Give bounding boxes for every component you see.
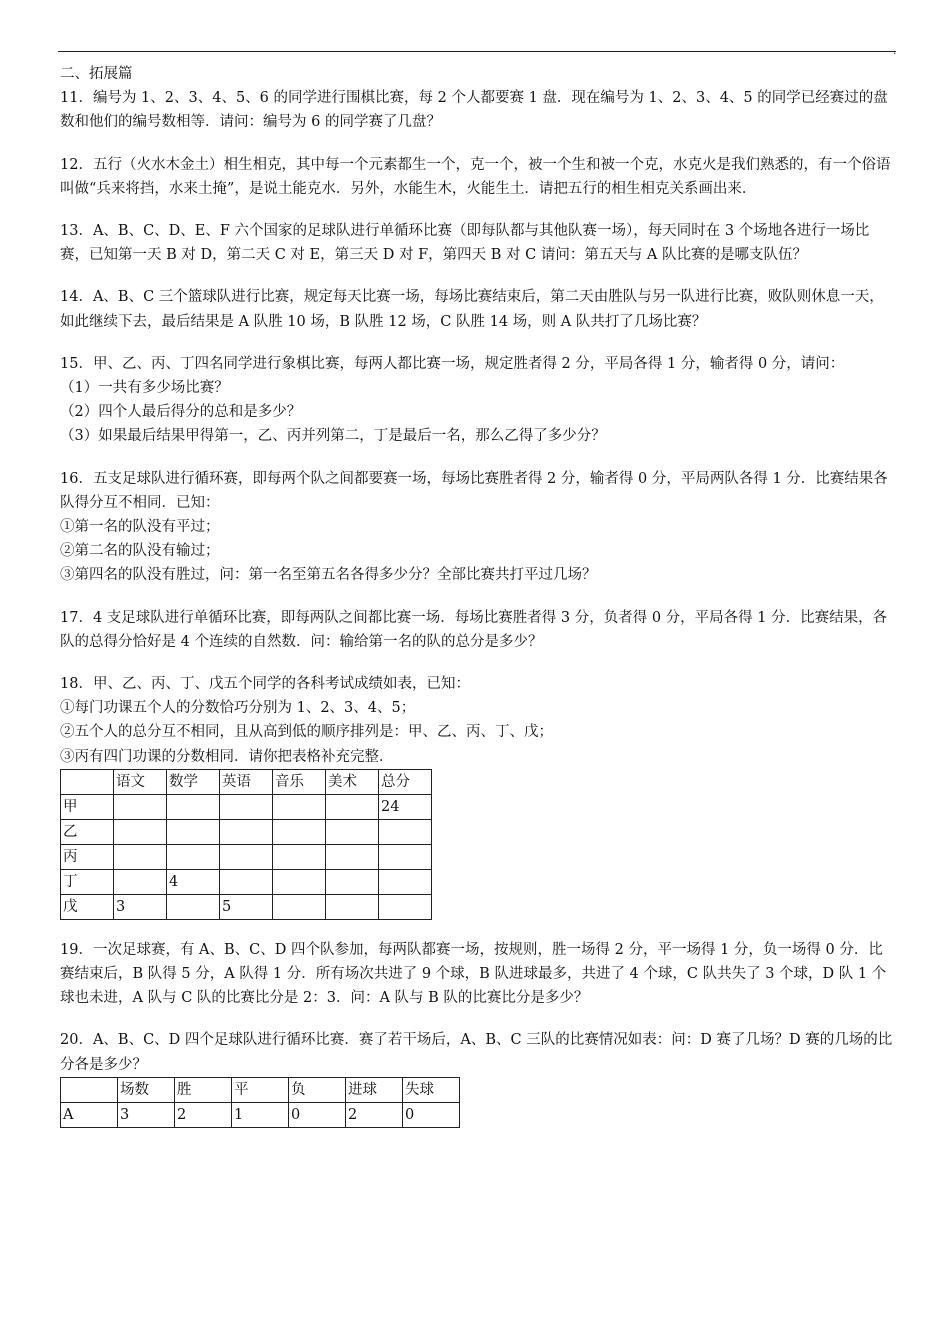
table-row	[61, 894, 432, 919]
worksheet	[60, 62, 896, 1128]
section-title: 二、拓展篇	[60, 66, 133, 82]
table-row	[61, 1102, 460, 1127]
table-cell	[379, 819, 432, 844]
problem-20	[60, 1028, 896, 1127]
problem-subquestion: （1）一共有多少场比赛？	[60, 380, 229, 397]
table-cell	[273, 819, 326, 844]
table-row	[61, 794, 432, 819]
table-cell	[167, 894, 220, 919]
problem-11	[60, 86, 896, 134]
table-cell: 胜	[175, 1077, 232, 1102]
table-cell	[379, 869, 432, 894]
problem-condition: ③丙有四门功课的分数相同．请你把表格补充完整．	[60, 748, 394, 765]
problem-condition: ②第二名的队没有输过；	[60, 543, 220, 560]
table-cell: 数学	[167, 769, 220, 794]
table-cell	[220, 844, 273, 869]
problem-line: 14．A、B、C 三个篮球队进行比赛，规定每天比赛一场，每场比赛结束后，第二天由胜队与另一队进行比赛，败队则休息一天，如此继续下去，最后结果是 A 队胜 10 场，B 队胜 12 场，C 队胜 14 场，则 A 队共打了几场比赛？	[60, 289, 884, 330]
table-cell: 0	[289, 1102, 346, 1127]
table-cell: 总分	[379, 769, 432, 794]
table-cell	[326, 794, 379, 819]
table-cell	[273, 869, 326, 894]
table-cell: 平	[232, 1077, 289, 1102]
table-cell: 甲	[61, 794, 114, 819]
problem-line: 12．五行（火水木金土）相生相克，其中每一个元素都生一个，克一个，被一个生和被一个克，水克火是我们熟悉的，有一个俗语叫做“兵来将挡，水来土掩”，是说土能克水．另外，水能生木，火能生土．请把五行的相生相克关系画出来．	[60, 156, 891, 197]
problem-14	[60, 285, 896, 333]
table-cell: 戊	[61, 894, 114, 919]
table-cell	[273, 894, 326, 919]
table-cell: 1	[232, 1102, 289, 1127]
table-cell: 进球	[346, 1077, 403, 1102]
table-cell: 3	[118, 1102, 175, 1127]
problem-19	[60, 938, 896, 1011]
table-cell: 24	[379, 794, 432, 819]
header-dot: .	[893, 46, 897, 57]
problem-15	[60, 352, 896, 449]
table-cell	[220, 794, 273, 819]
table-cell: 英语	[220, 769, 273, 794]
table-cell: A	[61, 1102, 118, 1127]
problem-line: 19．一次足球赛，有 A、B、C、D 四个队参加，每两队都赛一场，按规则，胜一场得 2 分，平一场得 1 分，负一场得 0 分．比赛结束后，B 队得 5 分，A 队得 1 分．所有场次共进了 9 个球，B 队进球最多，共进了 4 个球，C 队共失了 3 个球，D 队 1 个球也未进，A 队与 C 队的比赛比分是 2：3．问：A 队与 B 队的比赛比分是多少？	[60, 941, 887, 1007]
table-cell: 4	[167, 869, 220, 894]
table-cell	[379, 894, 432, 919]
table-row	[61, 869, 432, 894]
score-table	[60, 769, 432, 920]
problem-12	[60, 153, 896, 201]
table-cell: 场数	[118, 1077, 175, 1102]
table-cell: 语文	[114, 769, 167, 794]
problem-line: 15．甲、乙、丙、丁四名同学进行象棋比赛，每两人都比赛一场，规定胜者得 2 分，平局各得 1 分，输者得 0 分，请问：	[60, 355, 845, 372]
table-cell: 3	[114, 894, 167, 919]
table-cell	[326, 894, 379, 919]
table-cell	[273, 794, 326, 819]
table-cell	[379, 844, 432, 869]
table-row	[61, 844, 432, 869]
problem-18	[60, 672, 896, 920]
table-cell	[114, 869, 167, 894]
problem-subquestion: （2）四个人最后得分的总和是多少？	[60, 404, 302, 421]
problem-line: 20．A、B、C、D 四个足球队进行循环比赛．赛了若干场后，A、B、C 三队的比赛情况如表：问：D 赛了几场？D 赛的几场的比分各是多少？	[60, 1032, 893, 1073]
problem-line: 18．甲、乙、丙、丁、戊五个同学的各科考试成绩如表，已知：	[60, 676, 470, 693]
table-cell	[167, 794, 220, 819]
table-cell	[273, 844, 326, 869]
table-header-row	[61, 1077, 460, 1102]
table-cell: 丁	[61, 869, 114, 894]
table-cell	[220, 869, 273, 894]
problem-condition: ①第一名的队没有平过；	[60, 519, 220, 536]
problem-subquestion: （3）如果最后结果甲得第一，乙、丙并列第二，丁是最后一名，那么乙得了多少分？	[60, 428, 606, 445]
problem-condition: ①每门功课五个人的分数恰巧分别为 1、2、3、4、5；	[60, 700, 416, 717]
table-row	[61, 819, 432, 844]
table-cell: 丙	[61, 844, 114, 869]
header-rule	[58, 51, 896, 52]
team-table	[60, 1077, 460, 1128]
problem-16	[60, 467, 896, 588]
table-cell	[167, 819, 220, 844]
table-cell	[326, 844, 379, 869]
table-cell: 5	[220, 894, 273, 919]
table-cell: 负	[289, 1077, 346, 1102]
problem-line: 17．4 支足球队进行单循环比赛，即每两队之间都比赛一场．每场比赛胜者得 3 分，负者得 0 分，平局各得 1 分．比赛结果，各队的总得分恰好是 4 个连续的自然数．问：输给第一名的队的总分是多少？	[60, 609, 888, 650]
table-cell: 0	[403, 1102, 460, 1127]
table-cell: 2	[175, 1102, 232, 1127]
table-cell: 失球	[403, 1077, 460, 1102]
table-cell	[61, 1077, 118, 1102]
problem-line: 13．A、B、C、D、E、F 六个国家的足球队进行单循环比赛（即每队都与其他队赛一场），每天同时在 3 个场地各进行一场比赛，已知第一天 B 对 D，第二天 C 对 E，第三天 D 对 F，第四天 B 对 C 请问：第五天与 A 队比赛的是哪支队伍？	[60, 223, 870, 264]
table-cell	[114, 844, 167, 869]
table-cell	[326, 819, 379, 844]
table-cell	[167, 844, 220, 869]
table-cell	[114, 794, 167, 819]
problem-line: 16．五支足球队进行循环赛，即每两个队之间都要赛一场，每场比赛胜者得 2 分，输者得 0 分，平局两队各得 1 分．比赛结果各队得分互不相同．已知：	[60, 470, 888, 511]
table-cell: 2	[346, 1102, 403, 1127]
table-cell	[220, 819, 273, 844]
table-cell	[114, 819, 167, 844]
problem-line: 11．编号为 1、2、3、4、5、6 的同学进行围棋比赛，每 2 个人都要赛 1 盘．现在编号为 1、2、3、4、5 的同学已经赛过的盘数和他们的编号数相等．请问：编号为 6 的同学赛了几盘？	[60, 90, 888, 131]
table-cell	[61, 769, 114, 794]
problem-13	[60, 219, 896, 267]
table-cell: 音乐	[273, 769, 326, 794]
table-cell	[326, 869, 379, 894]
table-header-row	[61, 769, 432, 794]
table-cell: 美术	[326, 769, 379, 794]
problem-condition: ③第四名的队没有胜过，问：第一名至第五名各得多少分？全部比赛共打平过几场？	[60, 567, 597, 584]
problem-17	[60, 606, 896, 654]
table-cell: 乙	[61, 819, 114, 844]
problem-condition: ②五个人的总分互不相同，且从高到低的顺序排列是：甲、乙、丙、丁、戊；	[60, 724, 553, 741]
